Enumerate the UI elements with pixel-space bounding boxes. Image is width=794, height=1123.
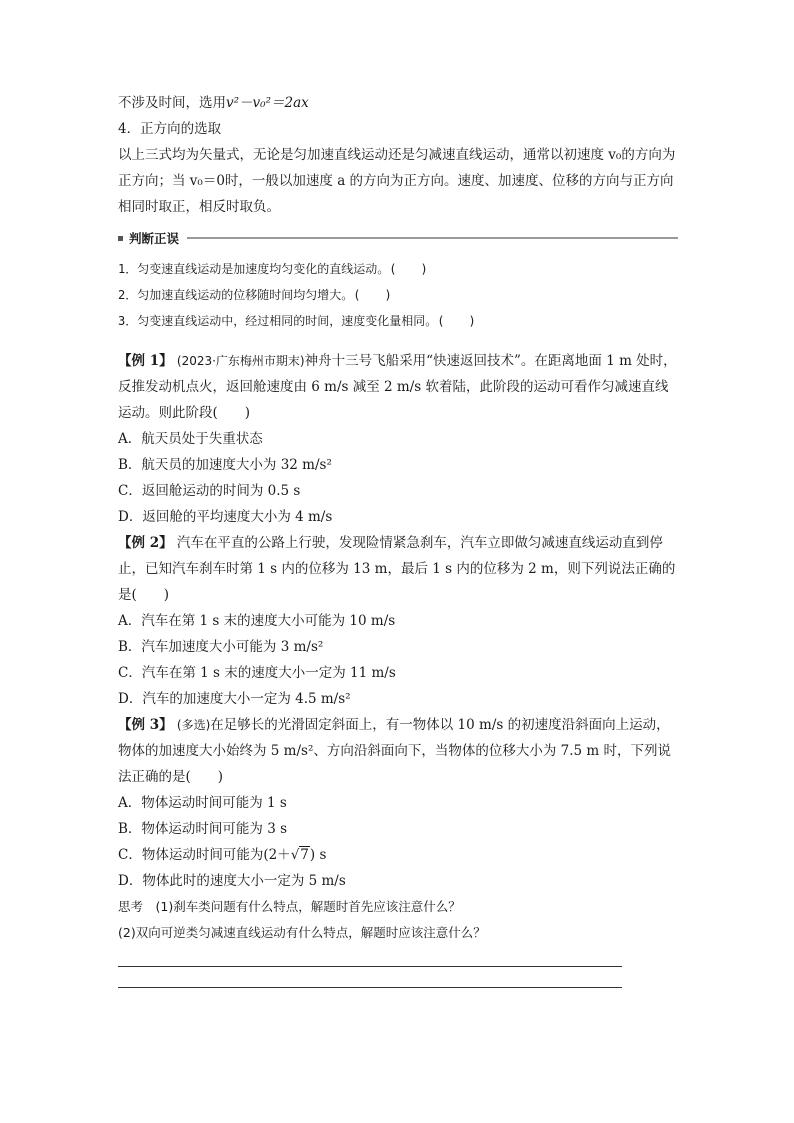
example-3-multi-label: (多选) [176,718,211,732]
formula-prefix: 不涉及时间，选用 [118,95,226,111]
judge-section-title: 判断正误 [129,231,180,246]
judge-item-2: 2．匀加速直线运动的位移随时间均匀增大。( ) [118,288,392,302]
example-2-option-b: B．汽车加速度大小可能为 3 m/s² [118,639,324,655]
formula-line [118,90,678,116]
formula: v²－v₀²＝2ax [226,95,309,111]
example-3-text: 在足够长的光滑固定斜面上，有一物体以 10 m/s 的初速度沿斜面向上运动，物体的加速度大小始终为 5 m/s²、方向沿斜面向下，当物体的位移大小为 7.5 m 时，下列说法正确的是( ) [118,717,672,785]
think-question-1 [118,894,678,920]
example-2-option-d: D．汽车的加速度大小一定为 4.5 m/s² [118,691,351,707]
example-3-tag: 【例 3】 [118,717,173,733]
example-1-stem [118,348,678,426]
example-1-tag: 【例 1】 [118,353,173,369]
square-bullet-icon [118,236,123,241]
judge-item-3: 3．匀变速直线运动中，经过相同的时间，速度变化量相同。( ) [118,314,476,328]
section-heading-4: 4．正方向的选取 [118,121,222,137]
example-3-option-a: A．物体运动时间可能为 1 s [118,795,287,811]
think-label: 思考 [118,899,144,914]
think-question-2: (2)双向可逆类匀减速直线运动有什么特点，解题时应该注意什么？ [118,925,486,940]
example-1-option-a: A．航天员处于失重状态 [118,431,263,447]
example-3-stem [118,712,678,790]
judge-section-header [118,226,678,250]
section-divider [187,237,678,239]
document-page [118,90,678,988]
example-2-stem [118,530,678,608]
example-1-option-c: C．返回舱运动的时间为 0.5 s [118,483,301,499]
option-c-prefix: C．物体运动时间可能为(2＋ [118,847,291,863]
example-2-option-c: C．汽车在第 1 s 末的速度大小一定为 11 m/s [118,665,396,681]
example-1-source: (2023·广东梅州市期末) [176,354,305,368]
example-3-option-d: D．物体此时的速度大小一定为 5 m/s [118,873,346,889]
option-c-suffix: ) s [309,847,327,863]
example-3-option-b: B．物体运动时间可能为 3 s [118,821,288,837]
example-3-option-c [118,842,678,868]
sqrt-radicand: 7 [300,847,309,863]
sqrt-icon: √ [290,847,300,863]
example-2-option-a: A．汽车在第 1 s 末的速度大小可能为 10 m/s [118,613,396,629]
example-2-text: 汽车在平直的公路上行驶，发现险情紧急刹车，汽车立即做匀减速直线运动直到停止，已知汽车刹车时第 1 s 内的位移为 13 m，最后 1 s 内的位移为 2 m，则下列说法正确的是( ) [118,535,676,603]
direction-paragraph: 以上三式均为矢量式，无论是匀加速直线运动还是匀减速直线运动，通常以初速度 v₀的方向为正方向；当 v₀＝0时，一般以加速度 a 的方向为正方向。速度、加速度、位移的方向与正方向相同时取正，相反时取负。 [118,147,676,215]
judge-item-1: 1．匀变速直线运动是加速度均匀变化的直线运动。( ) [118,262,428,276]
example-1-text: 神舟十三号飞船采用“快速返回技术”。在距离地面 1 m 处时，反推发动机点火，返回舱速度由 6 m/s 减至 2 m/s 软着陆，此阶段的运动可看作匀减速直线运动。则此阶段( ) [118,353,677,421]
example-2-tag: 【例 2】 [118,535,173,551]
answer-line-1[interactable] [118,966,622,967]
example-1-option-d: D．返回舱的平均速度大小为 4 m/s [118,509,333,525]
example-1-option-b: B．航天员的加速度大小为 32 m/s² [118,457,332,473]
answer-line-2[interactable] [118,987,622,988]
think-q1: (1)刹车类问题有什么特点，解题时首先应该注意什么？ [155,899,461,914]
